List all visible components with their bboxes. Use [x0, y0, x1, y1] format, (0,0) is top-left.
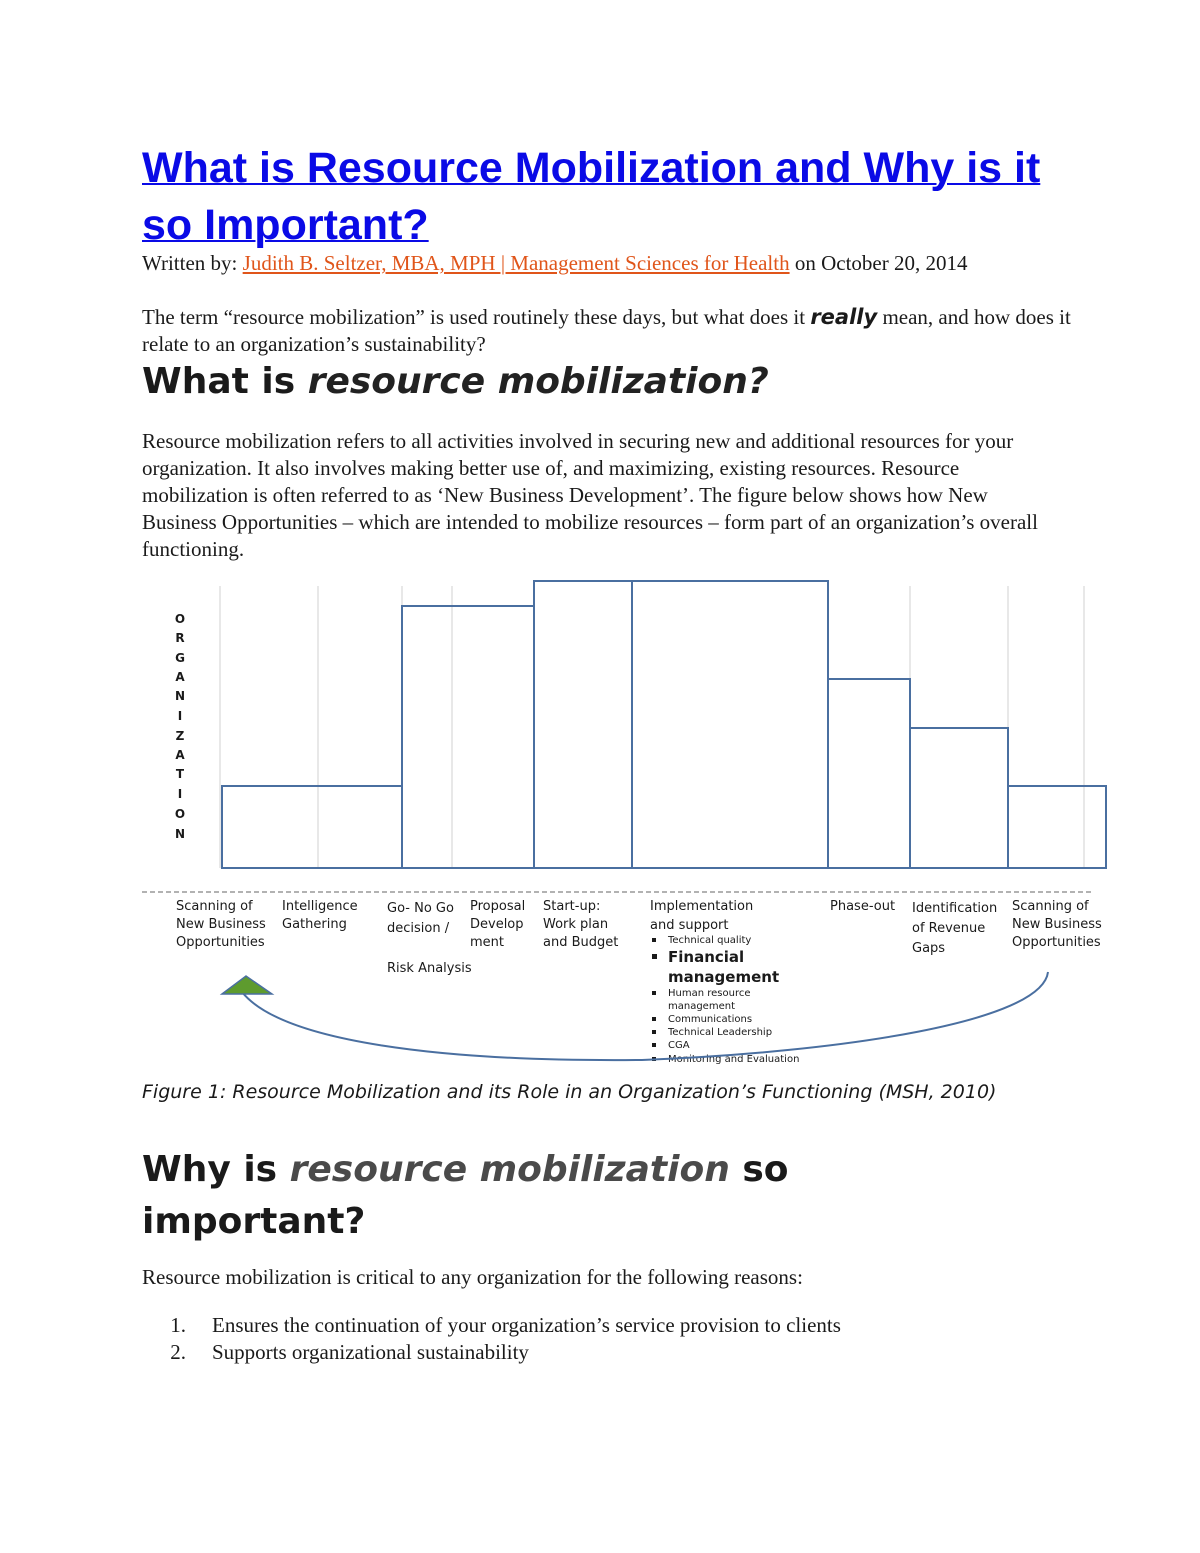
resource-mobilization-figure — [142, 572, 1112, 1082]
intro-text-after: mean, and how does it relate to an organization’s sustainability? — [142, 305, 1071, 356]
article-title[interactable] — [142, 140, 1082, 254]
financial-management-l2: management — [668, 968, 780, 986]
label-proposal-l1: Proposal — [470, 899, 526, 914]
stage-box-scanning-2 — [1008, 786, 1106, 868]
heading-what-is-emphasis: resource mobilization? — [307, 361, 769, 402]
org-letter: N — [174, 689, 186, 703]
label-scanning-1-l1: Scanning of — [176, 899, 253, 914]
bullet-icon — [652, 991, 656, 995]
stage-box-scanning — [222, 786, 402, 868]
heading-why-plain-1: Why is — [142, 1149, 290, 1190]
list-text: Supports organizational sustainability — [212, 1340, 529, 1364]
label-phase-out: Phase-out — [830, 899, 896, 914]
bullet-technical-quality: Technical quality — [668, 935, 752, 946]
figure-caption: Figure 1: Resource Mobilization and its Role in an Organization’s Functioning (MSH, 2010) — [142, 1081, 997, 1103]
org-letter: R — [175, 631, 185, 645]
org-letter: A — [175, 748, 185, 762]
list-number: 1. — [170, 1313, 186, 1337]
publish-date: on October 20, 2014 — [789, 251, 968, 275]
bullet-icon — [652, 938, 656, 942]
bullet-communications: Communications — [668, 1014, 753, 1025]
heading-what-is — [142, 356, 769, 408]
label-startup-l1: Start-up: — [543, 899, 601, 914]
list-number: 2. — [170, 1340, 186, 1364]
bullet-human-resource-l1: Human resource — [668, 988, 751, 999]
bullet-icon — [652, 1017, 656, 1021]
label-proposal-l2: Develop — [470, 917, 524, 932]
bullet-icon — [652, 1030, 656, 1034]
bullet-cga: CGA — [668, 1040, 690, 1051]
stage-labels — [176, 899, 1102, 976]
label-scanning-1-l2: New Business — [176, 917, 266, 932]
stage-box-phase-out — [828, 679, 910, 868]
implementation-bullets — [652, 935, 799, 1065]
org-letter: Z — [175, 729, 185, 743]
heading-what-is-plain: What is — [142, 361, 308, 402]
stage-box-decision-proposal — [402, 606, 534, 868]
stage-box-startup — [534, 581, 632, 868]
heading-why-emphasis: resource mobilization — [289, 1149, 730, 1190]
label-go-no-go-l3: Risk Analysis — [387, 961, 472, 976]
cycle-arrow — [242, 972, 1048, 1060]
reasons-list — [142, 1312, 1062, 1366]
intro-text-before: The term “resource mobilization” is used routinely these days, but what does it — [142, 305, 811, 329]
bullet-technical-leadership: Technical Leadership — [668, 1027, 773, 1038]
article-title-link[interactable]: What is Resource Mobilization and Why is it so Important? — [142, 144, 1041, 249]
label-implementation-l2: and support — [650, 918, 729, 933]
label-startup-l2: Work plan — [543, 917, 609, 932]
label-go-no-go-l1: Go- No Go — [387, 901, 454, 916]
label-go-no-go-l2: decision / — [387, 921, 450, 936]
org-letter: T — [175, 767, 185, 781]
bullet-human-resource-l2: management — [668, 1001, 735, 1012]
org-letter: I — [177, 787, 183, 801]
bullet-icon — [652, 954, 657, 959]
heading-why-plain-2: so important? — [142, 1149, 789, 1242]
org-letter: G — [175, 651, 185, 665]
label-revenue-gaps-l2: of Revenue — [912, 921, 986, 936]
list-text: Ensures the continuation of your organization’s service provision to clients — [212, 1313, 841, 1337]
org-letter: I — [177, 709, 183, 723]
list-item — [142, 1339, 1062, 1366]
org-letter: A — [175, 670, 185, 684]
byline — [142, 250, 1072, 277]
label-revenue-gaps-l3: Gaps — [912, 941, 946, 956]
cycle-arrowhead-icon — [222, 976, 272, 994]
stage-box-revenue-gaps — [910, 728, 1008, 868]
heading-why-is — [142, 1144, 1002, 1248]
label-scanning-2-l2: New Business — [1012, 917, 1102, 932]
financial-management-l1: Financial — [668, 948, 745, 966]
label-startup-l3: and Budget — [543, 935, 619, 950]
stage-box-implementation — [632, 581, 828, 868]
stage-boxes — [222, 581, 1106, 868]
author-link[interactable]: Judith B. Seltzer, MBA, MPH | Management Sciences for Health — [242, 251, 790, 275]
reasons-intro: Resource mobilization is critical to any organization for the following reasons: — [142, 1265, 803, 1289]
label-scanning-1-l3: Opportunities — [176, 935, 265, 950]
label-scanning-2-l3: Opportunities — [1012, 935, 1101, 950]
label-implementation-l1: Implementation — [650, 899, 754, 914]
intro-paragraph — [142, 304, 1082, 358]
label-revenue-gaps-l1: Identification — [912, 901, 998, 916]
bullet-icon — [652, 1043, 656, 1047]
byline-prefix: Written by: — [142, 251, 243, 275]
org-letter: O — [174, 612, 186, 626]
label-intelligence-l1: Intelligence — [282, 899, 358, 914]
org-letter: O — [174, 807, 186, 821]
definition-paragraph: Resource mobilization refers to all activities involved in securing new and additional resources for your organization. It also involves making better use of, and maximizing, existing resources. Resource mobilization is often referred to as ‘New Business Development’. The figure below shows how New Business Opportunities – which are intended to mobilize resources – form part of an organization’s overall functioning. — [142, 429, 1038, 561]
org-letter: N — [174, 827, 186, 841]
label-intelligence-l2: Gathering — [282, 917, 347, 932]
intro-emphasis: really — [810, 305, 878, 329]
bullet-monitoring: Monitoring and Evaluation — [668, 1054, 800, 1065]
label-proposal-l3: ment — [470, 935, 504, 950]
organization-vertical-label — [175, 612, 185, 841]
label-scanning-2-l1: Scanning of — [1012, 899, 1089, 914]
list-item — [142, 1312, 1062, 1339]
